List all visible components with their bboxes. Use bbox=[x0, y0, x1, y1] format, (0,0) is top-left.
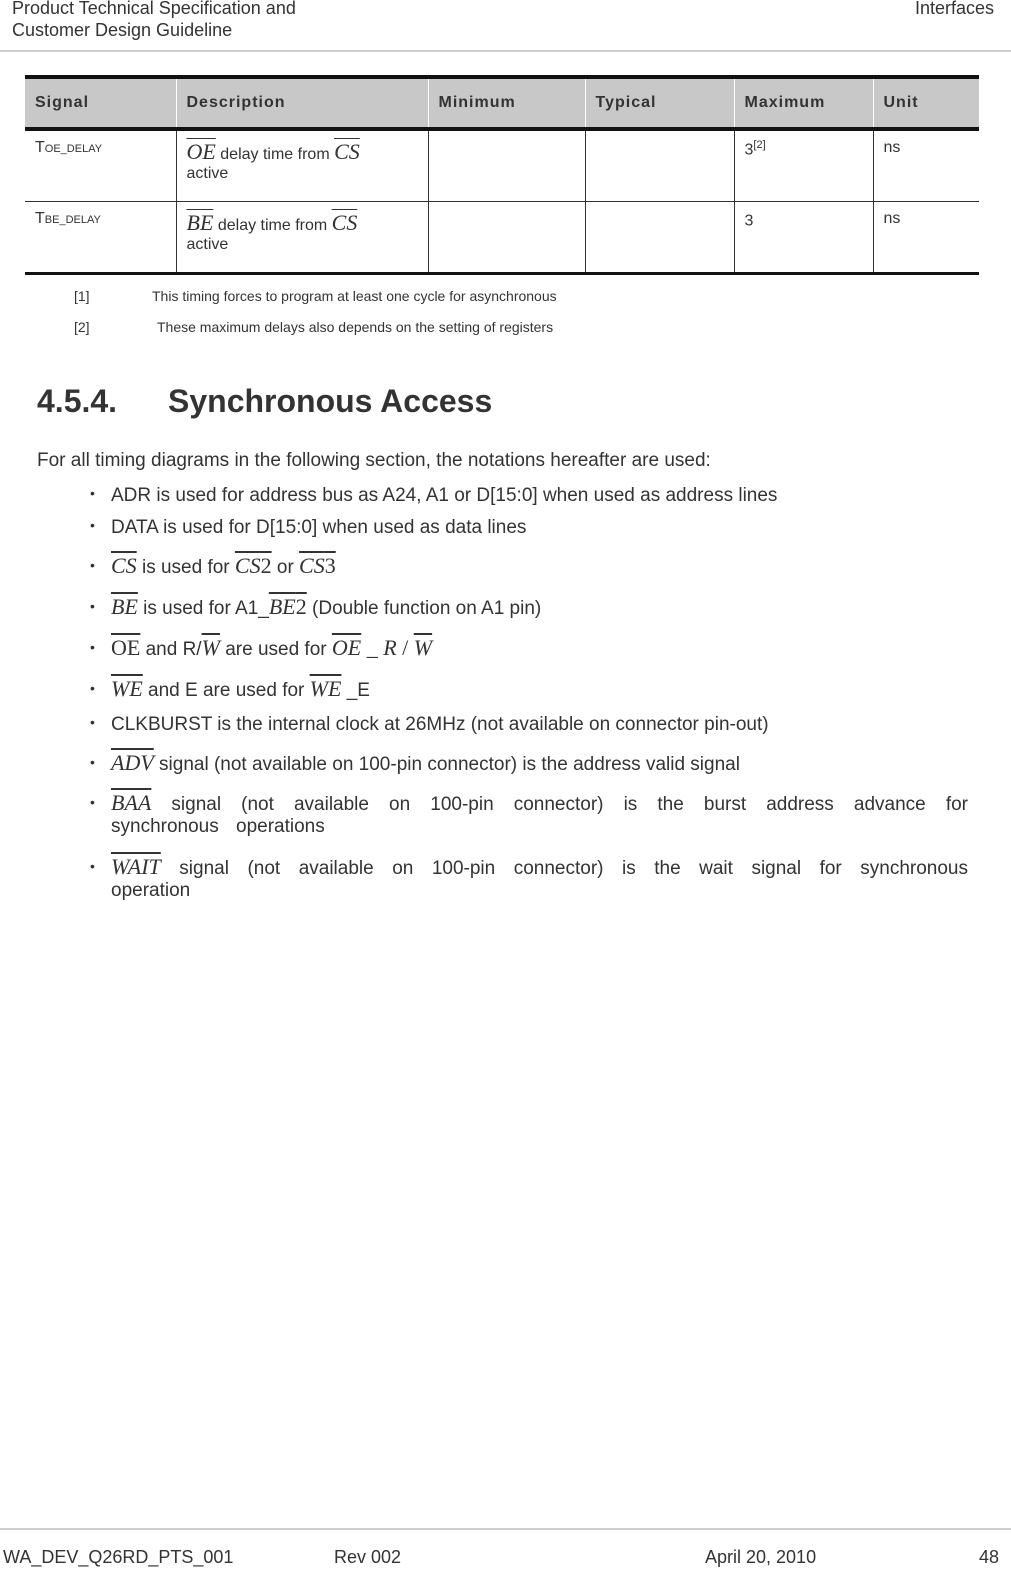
table-row bbox=[25, 129, 979, 202]
bullet-text: ADR is used for address bus as A24, A1 or D[15:0] when used as address lines bbox=[111, 485, 778, 506]
desc-text: delay time from bbox=[213, 217, 332, 234]
footer-doc-id: WA_DEV_Q26RD_PTS_001 bbox=[3, 1547, 234, 1567]
bullet-text: _E bbox=[341, 680, 370, 701]
header-rule bbox=[0, 50, 1011, 52]
desc-symbol: $\overline{OE}$ bbox=[186, 139, 216, 164]
symbol-number: 2 bbox=[295, 594, 307, 619]
footer-revision: Rev 002 bbox=[334, 1547, 402, 1567]
col-unit: Unit bbox=[873, 77, 979, 129]
max-value: 3 bbox=[744, 212, 754, 230]
bullet-text: and R/ bbox=[140, 639, 202, 660]
symbol-underscore: _ bbox=[361, 635, 384, 660]
bullet-text: or bbox=[271, 557, 300, 578]
cell-maximum bbox=[734, 202, 873, 274]
list-item bbox=[37, 553, 968, 594]
footer-date: April 20, 2010 bbox=[705, 1547, 817, 1567]
max-value: 3 bbox=[744, 141, 754, 159]
list-item bbox=[37, 676, 968, 714]
header-title bbox=[12, 0, 296, 41]
col-description: Description bbox=[176, 77, 428, 129]
cell-typical bbox=[585, 202, 734, 274]
list-item bbox=[37, 517, 968, 553]
bullet-text: CLKBURST is the internal clock at 26MHz (not available on connector pin-out) bbox=[111, 714, 769, 735]
bullet-icon: • bbox=[90, 794, 95, 810]
signal-sub: BE_DELAY bbox=[44, 214, 101, 226]
list-item bbox=[37, 714, 968, 750]
cell-minimum bbox=[428, 129, 585, 202]
cell-unit: ns bbox=[873, 129, 979, 202]
cell-description bbox=[176, 202, 428, 274]
bullet-icon: • bbox=[90, 557, 95, 573]
section-intro: For all timing diagrams in the following section, the notations hereafter are used: bbox=[37, 450, 711, 471]
symbol-be: $\overline{BE}$ bbox=[111, 594, 138, 619]
header-title-line2: Customer Design Guideline bbox=[12, 20, 233, 40]
symbol-cs: CS bbox=[299, 553, 325, 578]
symbol-adv: $\overline{ADV}$ bbox=[111, 750, 154, 775]
bullet-text: signal (not available on 100-pin connector) is the wait signal for synchronous operation bbox=[111, 858, 968, 901]
desc-symbol-2: $\overline{CS}$ bbox=[334, 139, 360, 164]
cell-signal bbox=[25, 202, 176, 274]
desc-symbol-2: $\overline{CS}$ bbox=[331, 210, 358, 235]
bullet-icon: • bbox=[90, 485, 95, 501]
col-maximum: Maximum bbox=[734, 77, 873, 129]
header-section: Interfaces bbox=[914, 0, 994, 18]
cell-signal bbox=[25, 129, 176, 202]
bullet-text: (Double function on A1 pin) bbox=[306, 598, 542, 619]
desc-text-2: active bbox=[186, 236, 229, 253]
symbol-cs: CS bbox=[234, 553, 261, 578]
section-number: 4.5.4. bbox=[37, 383, 118, 419]
symbol-wait: WAIT bbox=[111, 854, 161, 879]
symbol-w: $\overline{W}$ bbox=[201, 635, 220, 660]
symbol-r: R bbox=[383, 635, 397, 660]
cell-typical bbox=[585, 129, 734, 202]
cell-minimum bbox=[428, 202, 585, 274]
symbol-number: 2 bbox=[260, 553, 272, 578]
signal-main: T bbox=[35, 210, 45, 227]
list-item bbox=[37, 750, 968, 790]
col-typical: Typical bbox=[585, 77, 734, 129]
symbol-baa: $\overline{BAA}$ bbox=[111, 790, 152, 815]
footnote-1-text: This timing forces to program at least one cycle for asynchronous bbox=[152, 288, 557, 304]
bullet-icon: • bbox=[90, 517, 95, 533]
section-title: Synchronous Access bbox=[168, 383, 493, 419]
footnote-1-mark: [1] bbox=[74, 288, 90, 304]
desc-text: delay time from bbox=[215, 146, 335, 163]
desc-symbol: $\overline{BE}$ bbox=[186, 210, 214, 235]
bullet-text: and E are used for bbox=[142, 680, 310, 701]
bullet-text: signal (not available on 100-pin connector) is the address valid signal bbox=[153, 754, 740, 775]
footer-page-number: 48 bbox=[978, 1547, 999, 1567]
symbol-number: 3 bbox=[324, 553, 336, 578]
list-item bbox=[37, 854, 968, 914]
signal-main: T bbox=[35, 139, 45, 156]
timing-table bbox=[25, 75, 979, 275]
bullet-icon: • bbox=[90, 714, 95, 730]
symbol-slash: / bbox=[396, 635, 414, 660]
bullet-icon: • bbox=[90, 858, 95, 874]
cell-maximum bbox=[734, 129, 873, 202]
list-item bbox=[37, 635, 968, 676]
footnote-2-text: These maximum delays also depends on the setting of registers bbox=[157, 319, 554, 335]
footnote-2-mark: [2] bbox=[74, 319, 90, 335]
symbol-be: BE bbox=[268, 594, 296, 619]
bullet-text: is used for bbox=[136, 557, 235, 578]
cell-unit: ns bbox=[873, 202, 979, 274]
footer-rule bbox=[0, 1528, 1011, 1530]
symbol-oe: $\overline{OE}$ bbox=[331, 635, 362, 660]
max-note: [2] bbox=[753, 139, 766, 151]
section-heading bbox=[37, 383, 492, 420]
bullet-text: DATA is used for D[15:0] when used as data lines bbox=[111, 517, 527, 538]
table-row bbox=[25, 202, 979, 274]
bullet-text: signal (not available on 100-pin connector) is the burst address advance for synchronous operations bbox=[111, 794, 968, 837]
symbol-w: $\overline{W}$ bbox=[413, 635, 433, 660]
header-title-line1: Product Technical Specification and bbox=[12, 0, 296, 18]
symbol-cs: $\overline{CS}$ bbox=[111, 553, 137, 578]
list-item bbox=[37, 485, 968, 517]
notation-list bbox=[37, 485, 968, 914]
bullet-text: are used for bbox=[219, 639, 332, 660]
bullet-icon: • bbox=[90, 680, 95, 696]
table-header-row bbox=[25, 77, 979, 129]
symbol-we: $\overline{WE}$ bbox=[111, 676, 143, 701]
symbol-oe: $\overline{OE}$ bbox=[111, 635, 141, 660]
desc-text-2: active bbox=[186, 165, 229, 182]
bullet-text: is used for A1_ bbox=[137, 598, 269, 619]
list-item bbox=[37, 790, 968, 854]
col-signal: Signal bbox=[25, 77, 176, 129]
bullet-icon: • bbox=[90, 639, 95, 655]
bullet-icon: • bbox=[90, 754, 95, 770]
symbol-we: $\overline{WE}$ bbox=[309, 676, 342, 701]
list-item bbox=[37, 594, 968, 635]
signal-sub: OE_DELAY bbox=[44, 143, 103, 155]
cell-description bbox=[176, 129, 428, 202]
col-minimum: Minimum bbox=[428, 77, 585, 129]
bullet-icon: • bbox=[90, 598, 95, 614]
